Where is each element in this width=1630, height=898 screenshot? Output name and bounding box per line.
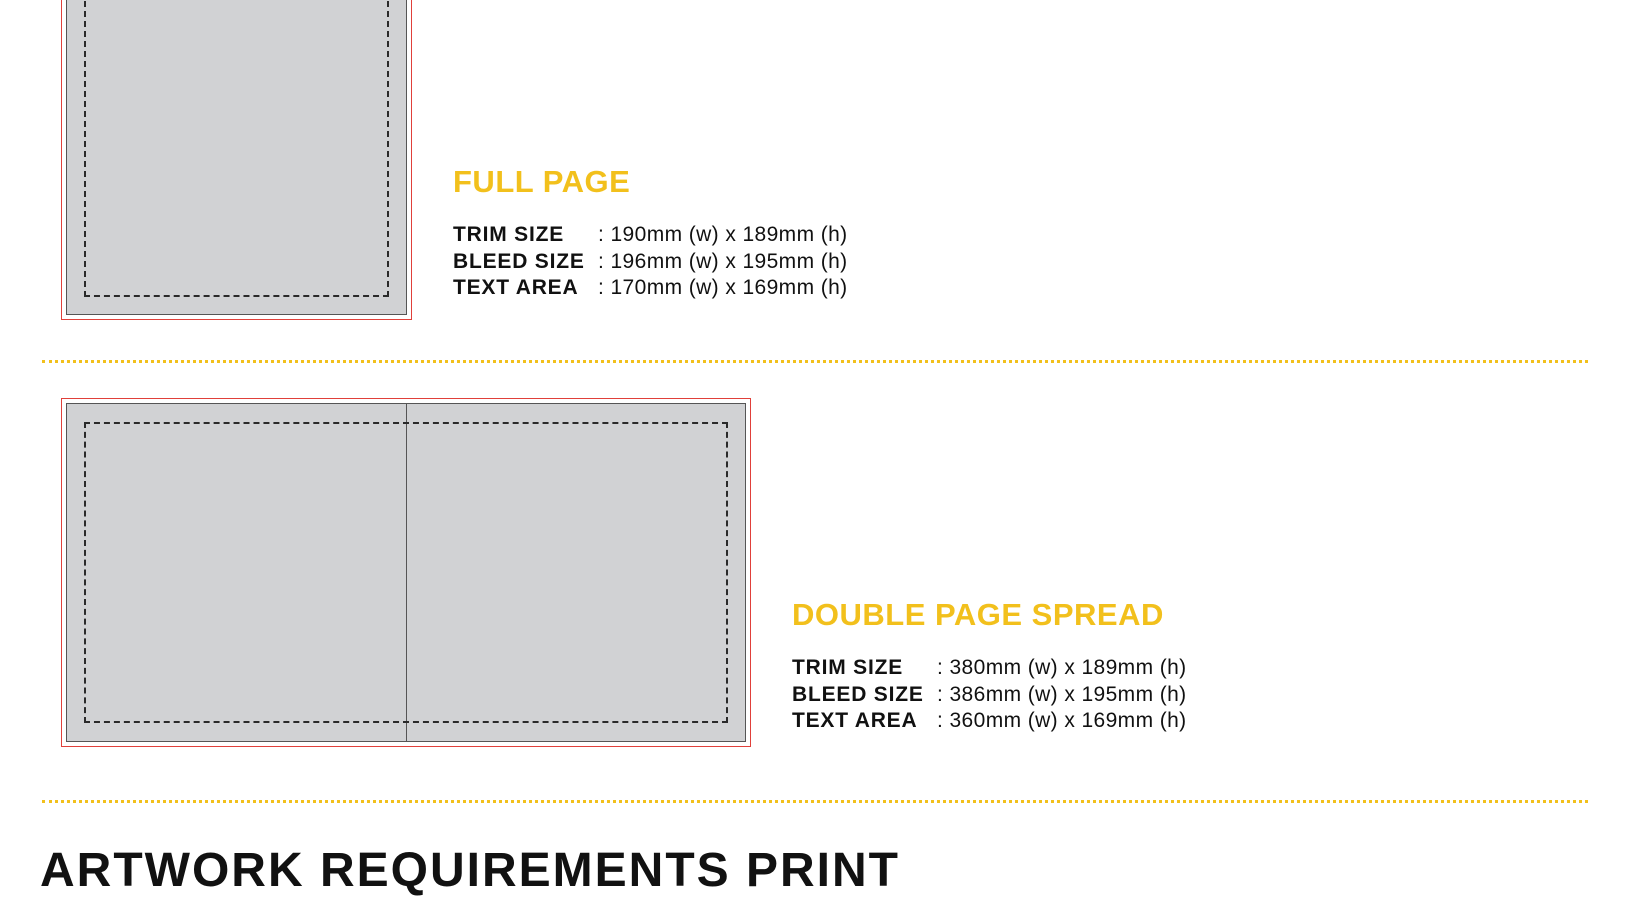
spec-row-trim-size bbox=[792, 655, 1187, 682]
spec-value: : 380mm (w) x 189mm (h) bbox=[937, 656, 1187, 679]
spread-spec-table bbox=[792, 655, 1187, 735]
spec-value: : 360mm (w) x 169mm (h) bbox=[937, 709, 1187, 732]
spec-label: BLEED SIZE bbox=[792, 682, 924, 706]
spread-text-area bbox=[84, 422, 728, 723]
spec-label: TRIM SIZE bbox=[792, 656, 904, 679]
full-page-text-area bbox=[84, 0, 389, 297]
spec-label: BLEED SIZE bbox=[453, 249, 585, 273]
next-section-heading: ARTWORK REQUIREMENTS PRINT bbox=[40, 844, 900, 897]
full-page-spec-table bbox=[453, 222, 848, 302]
full-page-bleed-diagram bbox=[61, 0, 412, 320]
spec-value: : 170mm (w) x 169mm (h) bbox=[598, 276, 848, 299]
spec-label: TRIM SIZE bbox=[453, 223, 565, 246]
spec-row-trim-size bbox=[453, 222, 848, 249]
spec-label: TEXT AREA bbox=[792, 709, 918, 732]
section-divider bbox=[42, 360, 1588, 363]
full-page-title: FULL PAGE bbox=[453, 164, 631, 199]
spec-row-bleed-size bbox=[792, 682, 1187, 709]
spread-title: DOUBLE PAGE SPREAD bbox=[792, 597, 1164, 632]
spec-row-bleed-size bbox=[453, 249, 848, 276]
spec-value: : 190mm (w) x 189mm (h) bbox=[598, 223, 848, 246]
spec-value: : 386mm (w) x 195mm (h) bbox=[937, 682, 1187, 706]
section-divider bbox=[42, 800, 1588, 803]
spread-bleed-diagram bbox=[61, 398, 751, 747]
spec-value: : 196mm (w) x 195mm (h) bbox=[598, 249, 848, 273]
spec-row-text-area bbox=[453, 275, 848, 302]
spec-row-text-area bbox=[792, 708, 1187, 735]
spec-label: TEXT AREA bbox=[453, 276, 579, 299]
